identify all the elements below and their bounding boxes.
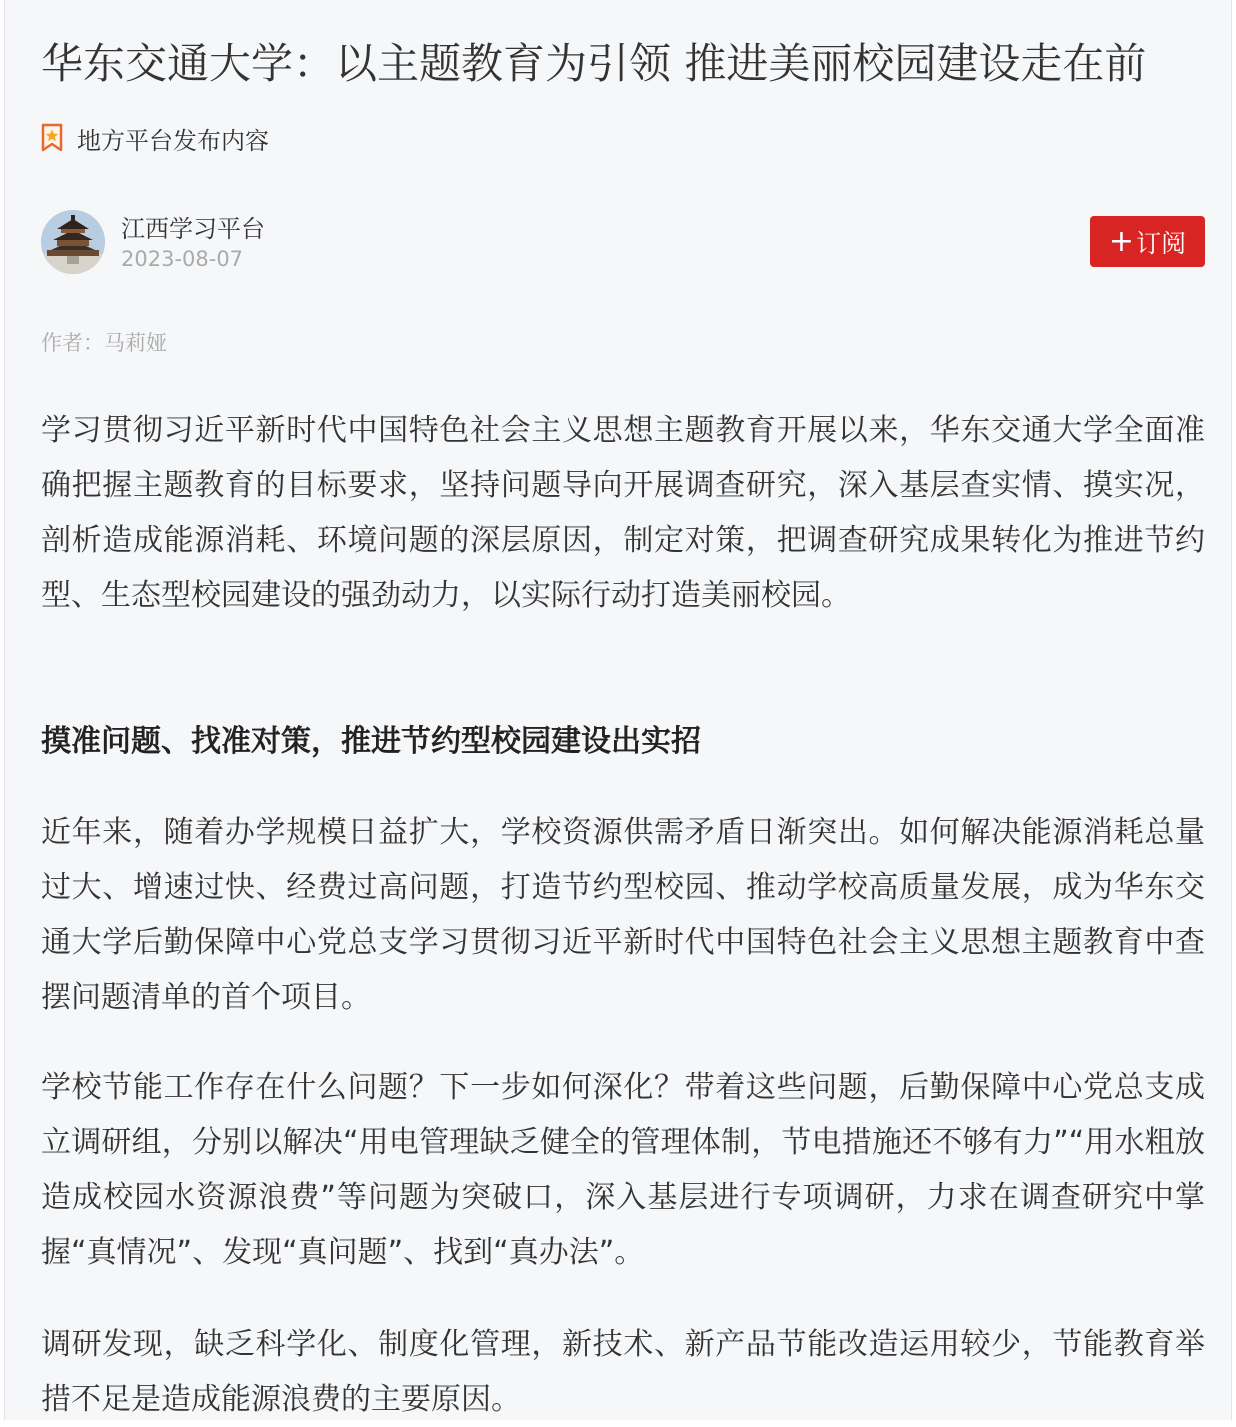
section-heading: 摸准问题、找准对策，推进节约型校园建设出实招 bbox=[41, 724, 701, 759]
plus-icon: + bbox=[1108, 223, 1135, 259]
article-paragraph: 近年来，随着办学规模日益扩大，学校资源供需矛盾日渐突出。如何解决能源消耗总量过大、增速过快、经费过高问题，打造节约型校园、推动学校高质量发展，成为华东交通大学后勤保障中心党总支学习贯彻习近平新时代中国特色社会主义思想主题教育中查摆问题清单的首个项目。 bbox=[41, 815, 1205, 1015]
source-name[interactable]: 江西学习平台 bbox=[121, 215, 265, 243]
article-paragraph: 调研发现，缺乏科学化、制度化管理，新技术、新产品节能改造运用较少，节能教育举措不足是造成能源浪费的主要原因。 bbox=[41, 1327, 1205, 1417]
source-avatar[interactable] bbox=[41, 210, 105, 274]
subscribe-button[interactable] bbox=[1090, 216, 1205, 267]
publish-date: 2023-08-07 bbox=[121, 247, 244, 271]
bookmark-star-icon bbox=[41, 123, 63, 153]
author-byline: 作者：马莉娅 bbox=[41, 331, 167, 355]
platform-tag bbox=[41, 120, 269, 156]
article-paragraph: 学习贯彻习近平新时代中国特色社会主义思想主题教育开展以来，华东交通大学全面准确把握主题教育的目标要求，坚持问题导向开展调查研究，深入基层查实情、摸实况，剖析造成能源消耗、环境问题的深层原因，制定对策，把调查研究成果转化为推进节约型、生态型校园建设的强劲动力，以实际行动打造美丽校园。 bbox=[41, 413, 1205, 613]
article-title: 华东交通大学：以主题教育为引领 推进美丽校园建设走在前 bbox=[41, 39, 1147, 88]
subscribe-label: 订阅 bbox=[1136, 228, 1187, 258]
article-page bbox=[4, 0, 1232, 1420]
platform-tag-label: 地方平台发布内容 bbox=[77, 126, 269, 155]
article-paragraph: 学校节能工作存在什么问题？下一步如何深化？带着这些问题，后勤保障中心党总支成立调研组，分别以解决“用电管理缺乏健全的管理体制，节电措施还不够有力”“用水粗放造成校园水资源浪费”等问题为突破口，深入基层进行专项调研，力求在调查研究中掌握“真情况”、发现“真问题”、找到“真办法”。 bbox=[41, 1070, 1205, 1270]
source-row bbox=[41, 210, 1205, 276]
